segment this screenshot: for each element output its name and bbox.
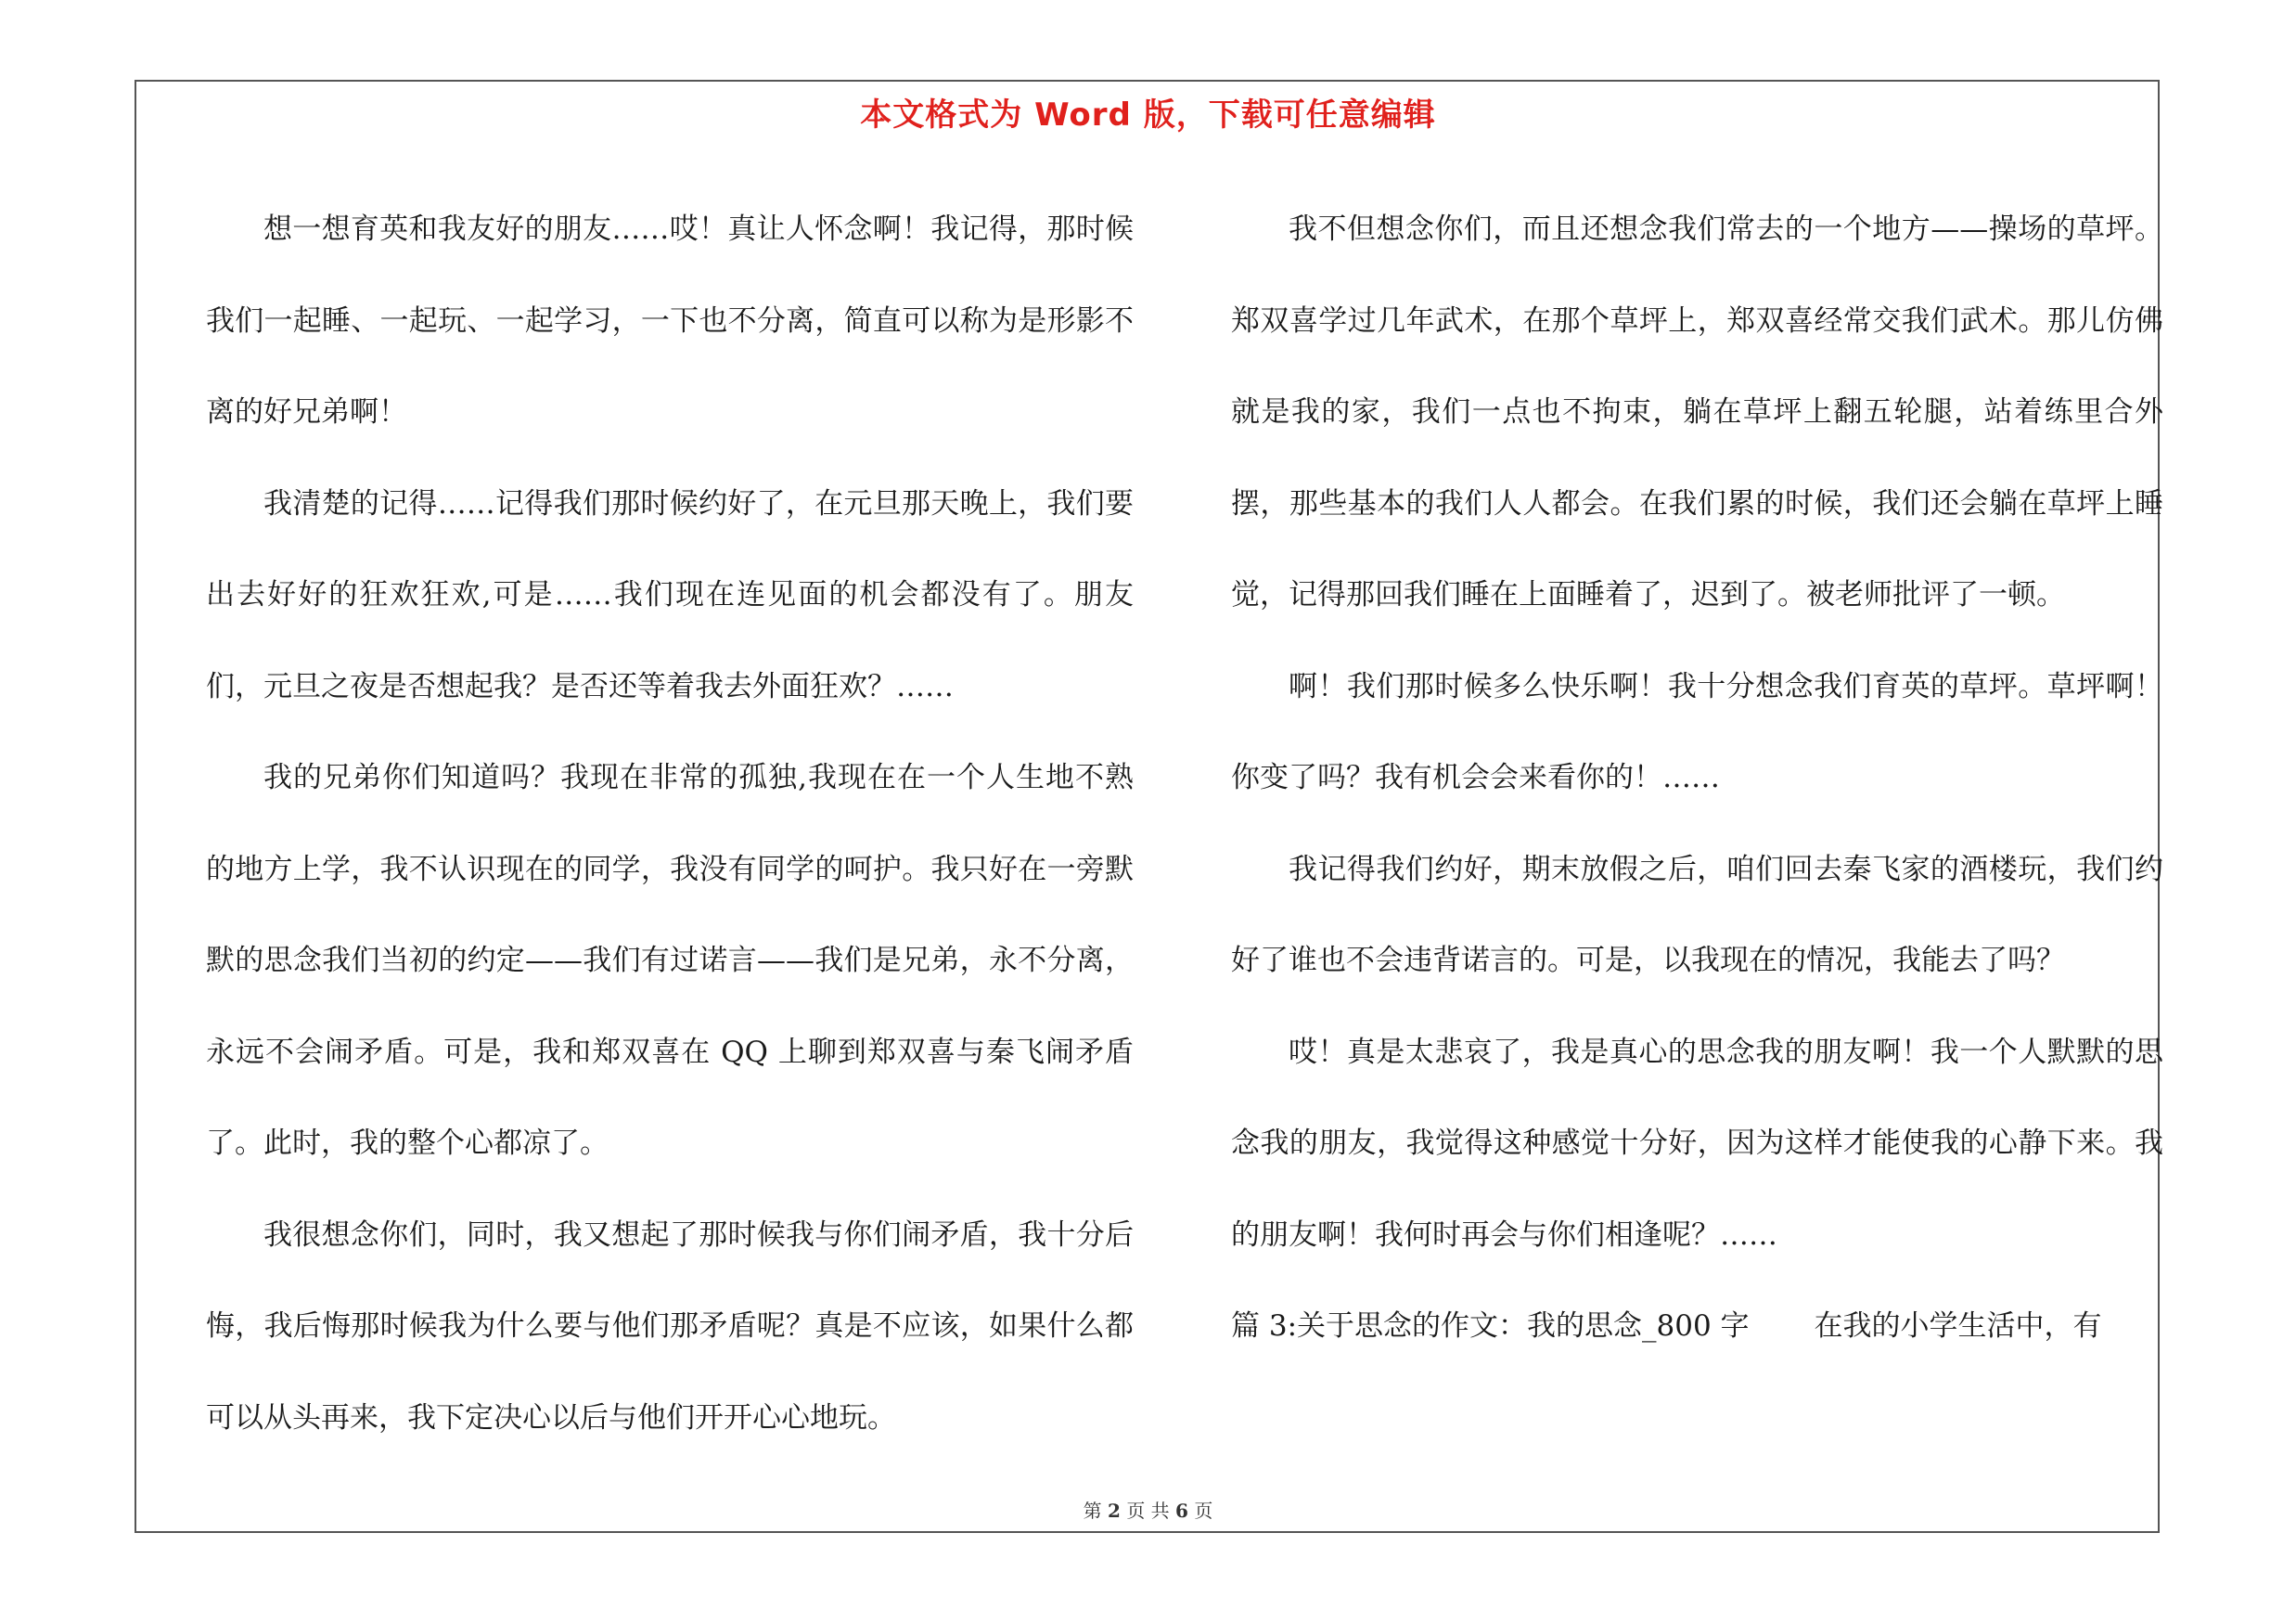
section-heading-line — [1231, 1281, 2163, 1372]
footer-prefix: 第 — [1083, 1500, 1102, 1522]
left-column — [206, 184, 1134, 1463]
footer-middle: 页 共 — [1126, 1500, 1170, 1522]
section-lead-text: 在我的小学生活中，有 — [1814, 1309, 2102, 1343]
paragraph: 我的兄弟你们知道吗？我现在非常的孤独,我现在在一个人生地不熟的地方上学，我不认识现在的同学，我没有同学的呵护。我只好在一旁默默的思念我们当初的约定——我们有过诺言——我们是兄弟，永不分离，永远不会闹矛盾。可是，我和郑双喜在 QQ 上聊到郑双喜与秦飞闹矛盾了。此时，我的整个心都凉了。 — [206, 761, 1134, 1160]
page-footer — [0, 1496, 2296, 1523]
section-heading: 篇 3:关于思念的作文：我的思念_800 字 — [1231, 1309, 1750, 1343]
paragraph: 我不但想念你们，而且还想念我们常去的一个地方——操场的草坪。郑双喜学过几年武术，在那个草坪上，郑双喜经常交我们武术。那儿仿佛就是我的家，我们一点也不拘束，躺在草坪上翻五轮腿，站着练里合外摆，那些基本的我们人人都会。在我们累的时候，我们还会躺在草坪上睡觉，记得那回我们睡在上面睡着了，迟到了。被老师批评了一顿。 — [1231, 213, 2163, 612]
paragraph: 想一想育英和我友好的朋友……哎！真让人怀念啊！我记得，那时候我们一起睡、一起玩、一起学习，一下也不分离，简直可以称为是形影不离的好兄弟啊！ — [206, 213, 1134, 429]
right-column — [1231, 184, 2163, 1372]
word-format-banner: 本文格式为 Word 版，下载可任意编辑 — [860, 97, 1436, 134]
paragraph: 啊！我们那时候多么快乐啊！我十分想念我们育英的草坪。草坪啊！你变了吗？我有机会会来看你的！…… — [1231, 669, 2163, 794]
paragraph: 我记得我们约好，期末放假之后，咱们回去秦飞家的酒楼玩，我们约好了谁也不会违背诺言的。可是，以我现在的情况，我能去了吗？ — [1231, 852, 2163, 977]
paragraph: 哎！真是太悲哀了，我是真心的思念我的朋友啊！我一个人默默的思念我的朋友，我觉得这种感觉十分好，因为这样才能使我的心静下来。我的朋友啊！我何时再会与你们相逢呢？…… — [1231, 1035, 2163, 1252]
footer-suffix: 页 — [1194, 1500, 1213, 1522]
current-page-number: 2 — [1108, 1500, 1121, 1522]
total-pages-number: 6 — [1175, 1500, 1188, 1522]
paragraph: 我很想念你们，同时，我又想起了那时候我与你们闹矛盾，我十分后悔，我后悔那时候我为什么要与他们那矛盾呢？真是不应该，如果什么都可以从头再来，我下定决心以后与他们开开心心地玩。 — [206, 1217, 1134, 1435]
paragraph: 我清楚的记得……记得我们那时候约好了，在元旦那天晚上，我们要出去好好的狂欢狂欢,可是……我们现在连见面的机会都没有了。朋友们，元旦之夜是否想起我？是否还等着我去外面狂欢？…… — [206, 486, 1134, 703]
